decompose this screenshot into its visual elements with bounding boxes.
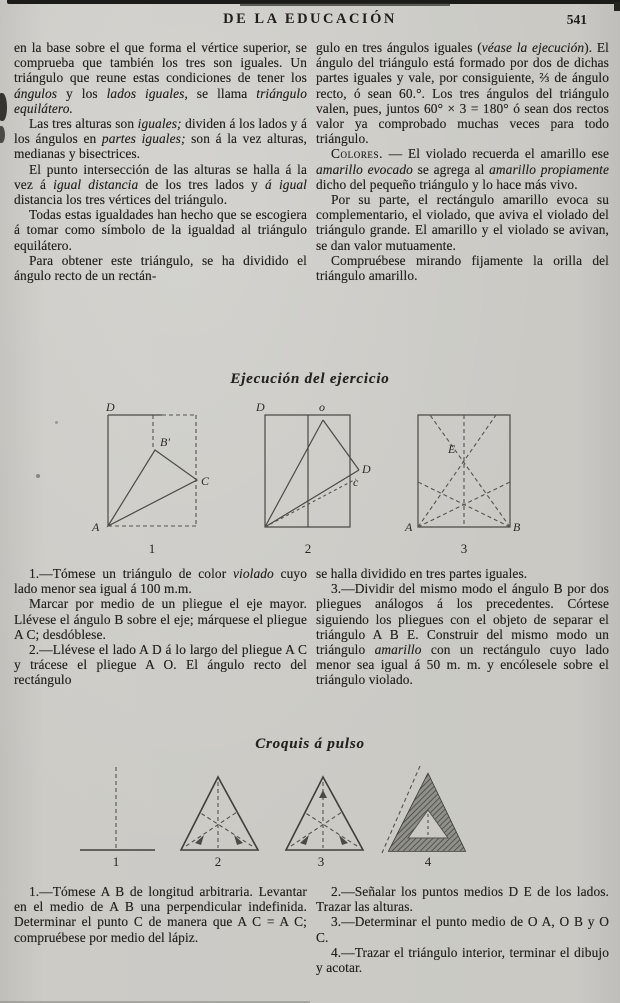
text-run: son á la vez alturas, medianas y bisectrices. — [14, 131, 307, 162]
running-header: DE LA EDUCACIÓN — [223, 11, 397, 27]
text-run: con un rectángulo cuyo lado menor sea igual á 50 m. m. y encólesele sobre el triángulo violado. — [316, 642, 609, 688]
text-run: se agrega al — [412, 161, 490, 177]
text-run: en la base sobre el que forma el vértice superior, se comprueba que también los tres son iguales. Un triángulo que reune estas condiciones de tener los — [14, 40, 307, 86]
text-run: de los tres lados y — [138, 176, 266, 192]
vertex-label-b-prime: B' — [160, 435, 170, 449]
paragraph — [316, 945, 609, 975]
italic-text-run: ángulos — [14, 85, 58, 101]
text-run: Marcar por medio de un pliegue el eje mayor. Llévese el ángulo B sobre el eje; márquese el pliegue A C; desdóblese. — [14, 596, 307, 642]
paragraph — [14, 207, 307, 253]
text-run: 4.—Trazar el triángulo interior, terminar el dibujo y acotar. — [316, 944, 609, 976]
italic-text-run: lados iguales — [106, 85, 185, 101]
text-run: dividen á los lados y á los ángulos en — [14, 116, 307, 147]
middle-right-column — [316, 566, 609, 688]
vertex-label-c: c — [353, 475, 359, 489]
italic-text-run: iguales; — [137, 116, 182, 132]
section-title-croquis: Croquis á pulso — [255, 736, 365, 752]
figure-crease-rectangle-3 — [400, 400, 600, 560]
italic-text-run: igual distancia — [53, 176, 139, 192]
paragraph — [316, 581, 609, 687]
text-run: , se llama — [184, 85, 257, 101]
vertex-label-d: D — [106, 400, 115, 414]
text-run: Las tres alturas son — [29, 116, 138, 132]
scan-edge-corner — [614, 2, 620, 11]
top-right-column — [316, 40, 609, 283]
text-run: distancia los tres vértices del triángulo. — [14, 192, 228, 208]
croquis-figures-row — [0, 756, 620, 876]
paragraph — [316, 146, 609, 192]
scan-edge-top-shadow — [240, 3, 450, 6]
figure-number: 4 — [424, 854, 432, 869]
croquis-figure-triangle-alturas — [181, 777, 258, 869]
text-run: Para obtener este triángulo, se ha dividido el ángulo recto de un rectán- — [14, 252, 307, 284]
smallcaps-text-run: Colores. — [331, 146, 384, 162]
text-run: 1.—Tómese un triángulo de color — [29, 566, 233, 581]
text-run: dicho del pequeño triángulo y lo hace más vivo. — [316, 176, 578, 192]
italic-text-run: amarillo evocado — [316, 161, 413, 177]
paragraph — [316, 884, 609, 914]
figure-fold-rectangle-2 — [230, 400, 410, 560]
figure-number: 2 — [214, 854, 222, 869]
vertex-label-d: D — [256, 400, 265, 414]
paragraph — [316, 40, 609, 146]
text-run: gulo en tres ángulos iguales ( — [316, 40, 482, 55]
figure-number: 2 — [304, 541, 312, 556]
text-run: Compruébese mirando fijamente la orilla del triángulo amarillo. — [316, 252, 609, 284]
italic-text-run: amarillo propiamente — [489, 161, 609, 177]
paragraph — [14, 884, 307, 945]
text-run: 3.—Determinar el punto medio de O A, O B y O C. — [316, 914, 609, 945]
text-run: El punto intersección de las alturas se halla á la vez á — [14, 161, 307, 192]
paragraph — [14, 642, 307, 688]
vertex-label-c: C — [201, 474, 210, 488]
paragraph — [14, 40, 307, 116]
text-run: Por su parte, el rectángulo amarillo evoca su complementario, el violado, que aviva el violado del triángulo grande. El amarillo y el violado se avivan, se dan valor mutuamente. — [316, 192, 609, 253]
bottom-right-column — [316, 884, 609, 975]
text-run: cuyo lado menor sea igual á 100 m.m. — [14, 566, 307, 597]
italic-text-run: partes iguales; — [101, 131, 186, 147]
italic-text-run: á igual — [265, 176, 307, 192]
figure-number: 3 — [460, 541, 468, 556]
vertex-label-a: A — [92, 520, 100, 534]
top-left-column — [14, 40, 307, 283]
page-number: 541 — [566, 12, 587, 27]
paragraph — [316, 253, 609, 283]
vertex-label-o: o — [319, 400, 325, 414]
paragraph — [14, 566, 307, 596]
figure-number: 1 — [112, 854, 120, 869]
paragraph — [14, 116, 307, 162]
italic-text-run: amarillo — [374, 642, 422, 658]
bottom-left-column — [14, 884, 307, 945]
text-run: 2.—Señalar los puntos medios D E de los lados. Trazar las alturas. — [316, 884, 609, 915]
italic-text-run: triángulo equilátero. — [14, 85, 307, 116]
figure-fold-rectangle-1 — [20, 400, 220, 560]
italic-text-run: véase la ejecución — [481, 40, 585, 55]
text-run: 1.—Tómese A B de longitud arbitraria. Levantar en el medio de A B una perpendicular indefinida. Determinar el punto C de manera que A C = A C; compruébese por medio del lápiz. — [14, 884, 307, 945]
paragraph — [316, 192, 609, 253]
vertex-label-b: B — [513, 520, 521, 534]
text-run: y los — [57, 85, 107, 101]
text-run: 2.—Llévese el lado A D á lo largo del pliegue A C y trácese el pliegue A O. El ángulo recto del rectángulo — [14, 642, 307, 688]
italic-text-run: violado — [232, 566, 274, 581]
text-run: Todas estas igualdades han hecho que se escogiera á tomar como símbolo de la igualdad al triángulo equilátero. — [14, 207, 307, 253]
vertex-label-d2: D — [362, 462, 371, 476]
paragraph — [14, 162, 307, 208]
paragraph — [316, 914, 609, 944]
text-run: — El violado recuerda el amarillo ese — [383, 146, 609, 162]
paragraph — [316, 566, 609, 581]
figure-number: 3 — [317, 854, 325, 869]
figure-number: 1 — [148, 541, 156, 556]
ink-smudge — [0, 126, 5, 143]
middle-left-column — [14, 566, 307, 688]
text-run: ). El ángulo del triángulo está formado por dos de dichas partes iguales y vale, por consiguiente, ⅔ de ángulo recto, ó sean 60.°. Los tres ángulos del triángulo valen, pues, juntos 60° × 3 = 180° ó sean dos rectos valor ya comprobado muchas veces para todo triángulo. — [316, 40, 609, 147]
vertex-label-e: E — [448, 442, 456, 456]
ink-smudge — [0, 93, 7, 121]
croquis-figure-baseline — [80, 767, 155, 869]
section-title-ejecucion: Ejecución del ejercicio — [230, 371, 390, 387]
vertex-label-a: A — [405, 520, 413, 534]
paragraph — [14, 596, 307, 642]
croquis-figure-shaded-triangle — [382, 766, 465, 869]
text-run: 3.—Dividir del mismo modo el ángulo B por dos pliegues análogos á los precedentes. Córtese siguiendo los pliegues con el objeto de separar el triángulo A B E. Construir del mismo modo un triángulo — [316, 581, 609, 658]
text-run: se halla dividido en tres partes iguales. — [316, 566, 528, 581]
paragraph — [14, 253, 307, 283]
croquis-figure-triangle-midpoints — [286, 777, 363, 869]
